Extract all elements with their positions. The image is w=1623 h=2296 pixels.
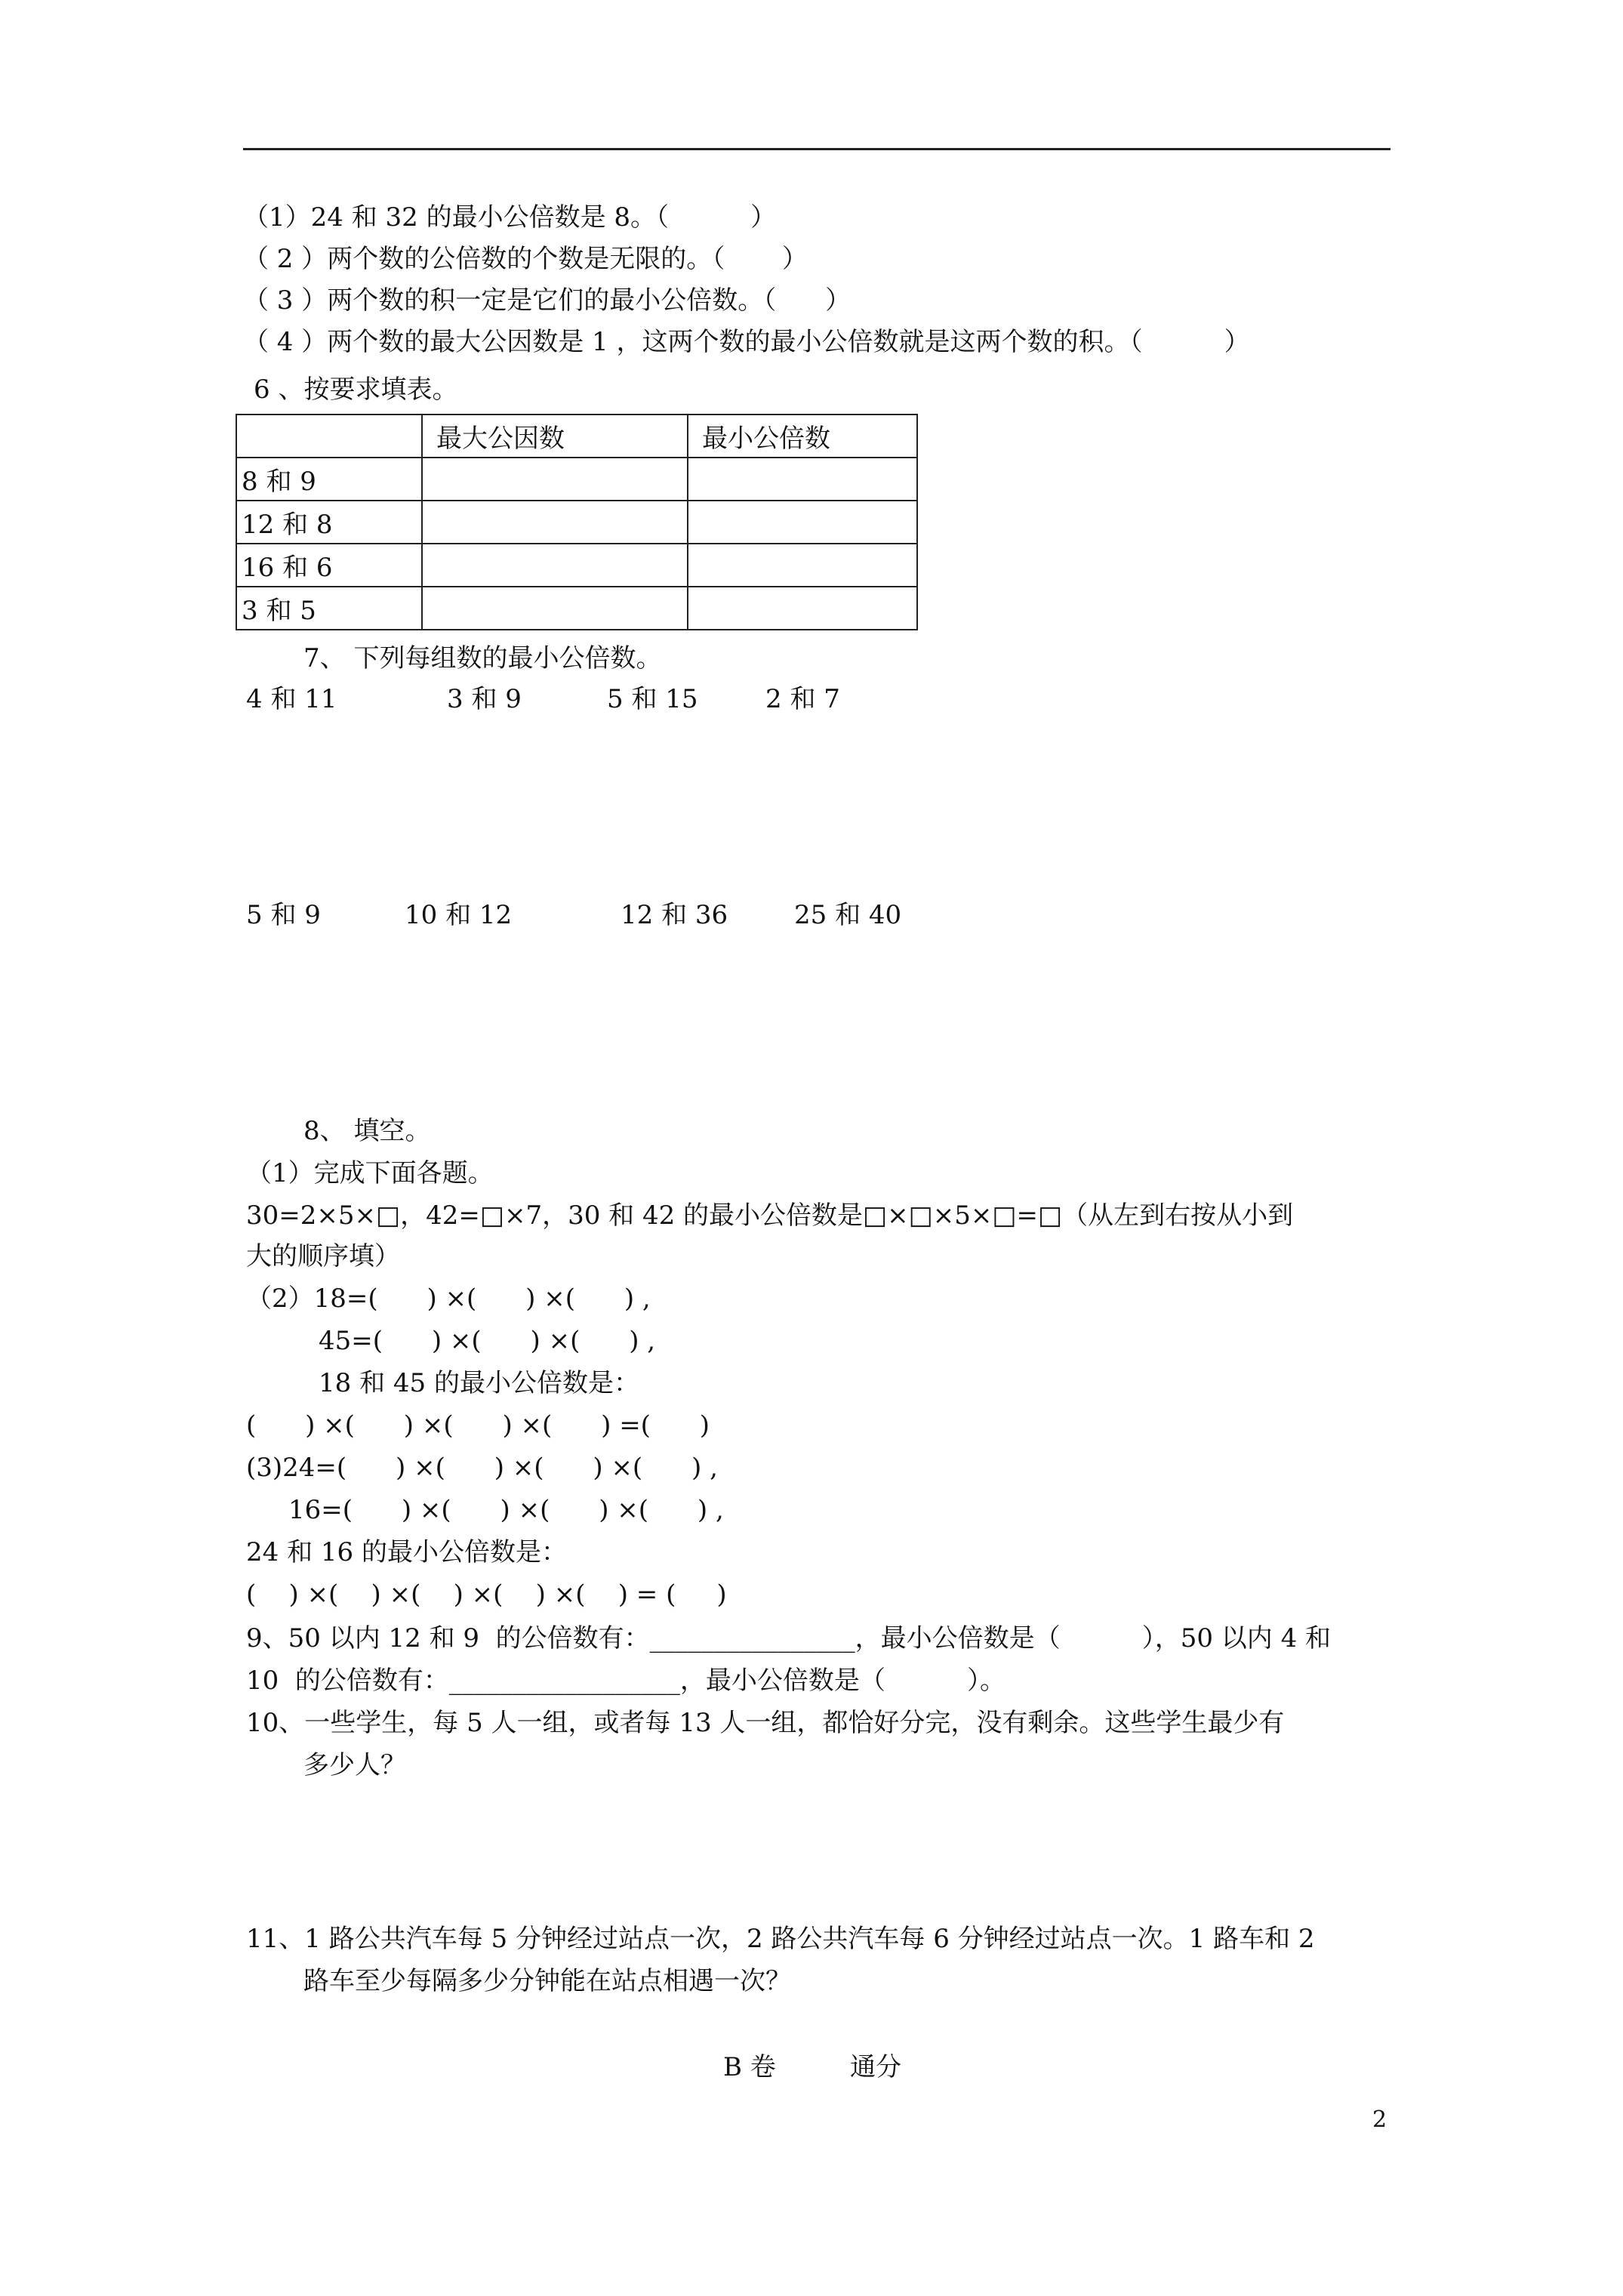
q8-part1-line: 30=2×5×□，42=□×7，30 和 42 的最小公倍数是□×□×5×□=□（从左到右按从小到 <box>246 1200 1294 1231</box>
judge-item-2: （ 2 ）两个数的公倍数的个数是无限的。（ ） <box>243 244 808 274</box>
q7-pair: 25 和 40 <box>794 900 902 930</box>
table-row <box>236 501 917 544</box>
q7-pair: 12 和 36 <box>621 900 728 930</box>
answer-cell[interactable] <box>688 501 917 544</box>
table-header-cell <box>236 415 422 458</box>
table-header-cell: 最大公因数 <box>422 415 688 458</box>
q7-title: 7、 下列每组数的最小公倍数。 <box>303 643 662 673</box>
q7-pair: 10 和 12 <box>405 900 513 930</box>
q6-table <box>236 414 918 630</box>
q8-part3-line: 16=( ) ×( ) ×( ) ×( ) , <box>288 1495 724 1525</box>
q8-part3-line: (3)24=( ) ×( ) ×( ) ×( ) , <box>246 1453 718 1483</box>
q8-part2-line: 45=( ) ×( ) ×( ) , <box>319 1326 656 1356</box>
q11-line: 11、1 路公共汽车每 5 分钟经过站点一次，2 路公共汽车每 6 分钟经过站点一次。1 路车和 2 <box>246 1924 1315 1954</box>
judge-item-3: （ 3 ）两个数的积一定是它们的最小公倍数。（ ） <box>243 285 852 316</box>
table-row-label: 12 和 8 <box>236 501 422 544</box>
answer-cell[interactable] <box>422 501 688 544</box>
header-rule <box>243 148 1390 150</box>
answer-cell[interactable] <box>688 458 917 501</box>
q10-line: 10、一些学生，每 5 人一组，或者每 13 人一组，都恰好分完，没有剩余。这些学生最少有 <box>246 1708 1285 1738</box>
q10-line: 多少人？ <box>303 1750 406 1780</box>
section-tongfen-label: 通分 <box>850 2052 901 2082</box>
table-header-row <box>236 415 917 458</box>
answer-cell[interactable] <box>688 587 917 630</box>
q9-line: 9、50 以内 12 和 9 的公倍数有：________________，最小公倍数是（ ），50 以内 4 和 <box>246 1623 1332 1653</box>
table-row-label: 3 和 5 <box>236 587 422 630</box>
judge-item-1: （1）24 和 32 的最小公倍数是 8。（ ） <box>243 202 777 233</box>
q7-pair: 5 和 15 <box>607 684 698 714</box>
section-b-label: B 卷 <box>723 2052 776 2082</box>
q7-pair: 2 和 7 <box>765 684 840 714</box>
answer-cell[interactable] <box>422 458 688 501</box>
page-number: 2 <box>1372 2106 1387 2133</box>
judge-item-4: （ 4 ）两个数的最大公因数是 1 ，这两个数的最小公倍数就是这两个数的积。（ ） <box>243 327 1250 357</box>
table-row <box>236 587 917 630</box>
q8-part2-line: 18 和 45 的最小公倍数是： <box>319 1368 639 1398</box>
q8-part1-title: （1）完成下面各题。 <box>246 1158 494 1188</box>
q8-title: 8、 填空。 <box>303 1116 431 1146</box>
answer-cell[interactable] <box>688 544 917 587</box>
table-header-cell: 最小公倍数 <box>688 415 917 458</box>
q8-part2-line: ( ) ×( ) ×( ) ×( ) =( ) <box>246 1410 710 1441</box>
answer-cell[interactable] <box>422 587 688 630</box>
q8-part2-line: （2）18=( ) ×( ) ×( ) , <box>246 1284 651 1314</box>
q7-pair: 3 和 9 <box>447 684 522 714</box>
q7-pair: 4 和 11 <box>246 684 337 714</box>
q7-pair: 5 和 9 <box>246 900 321 930</box>
q6-title: 6 、按要求填表。 <box>254 374 458 405</box>
table-row-label: 16 和 6 <box>236 544 422 587</box>
q11-line: 路车至少每隔多少分钟能在站点相遇一次？ <box>303 1966 791 1996</box>
q9-line: 10 的公倍数有：__________________，最小公倍数是（ ）。 <box>246 1666 1006 1696</box>
q8-part3-line: 24 和 16 的最小公倍数是： <box>246 1537 567 1567</box>
q8-part1-line: 大的顺序填） <box>246 1241 400 1271</box>
table-row <box>236 458 917 501</box>
table-row <box>236 544 917 587</box>
q8-part3-line: ( ) ×( ) ×( ) ×( ) ×( ) = ( ) <box>246 1579 727 1610</box>
table-row-label: 8 和 9 <box>236 458 422 501</box>
answer-cell[interactable] <box>422 544 688 587</box>
